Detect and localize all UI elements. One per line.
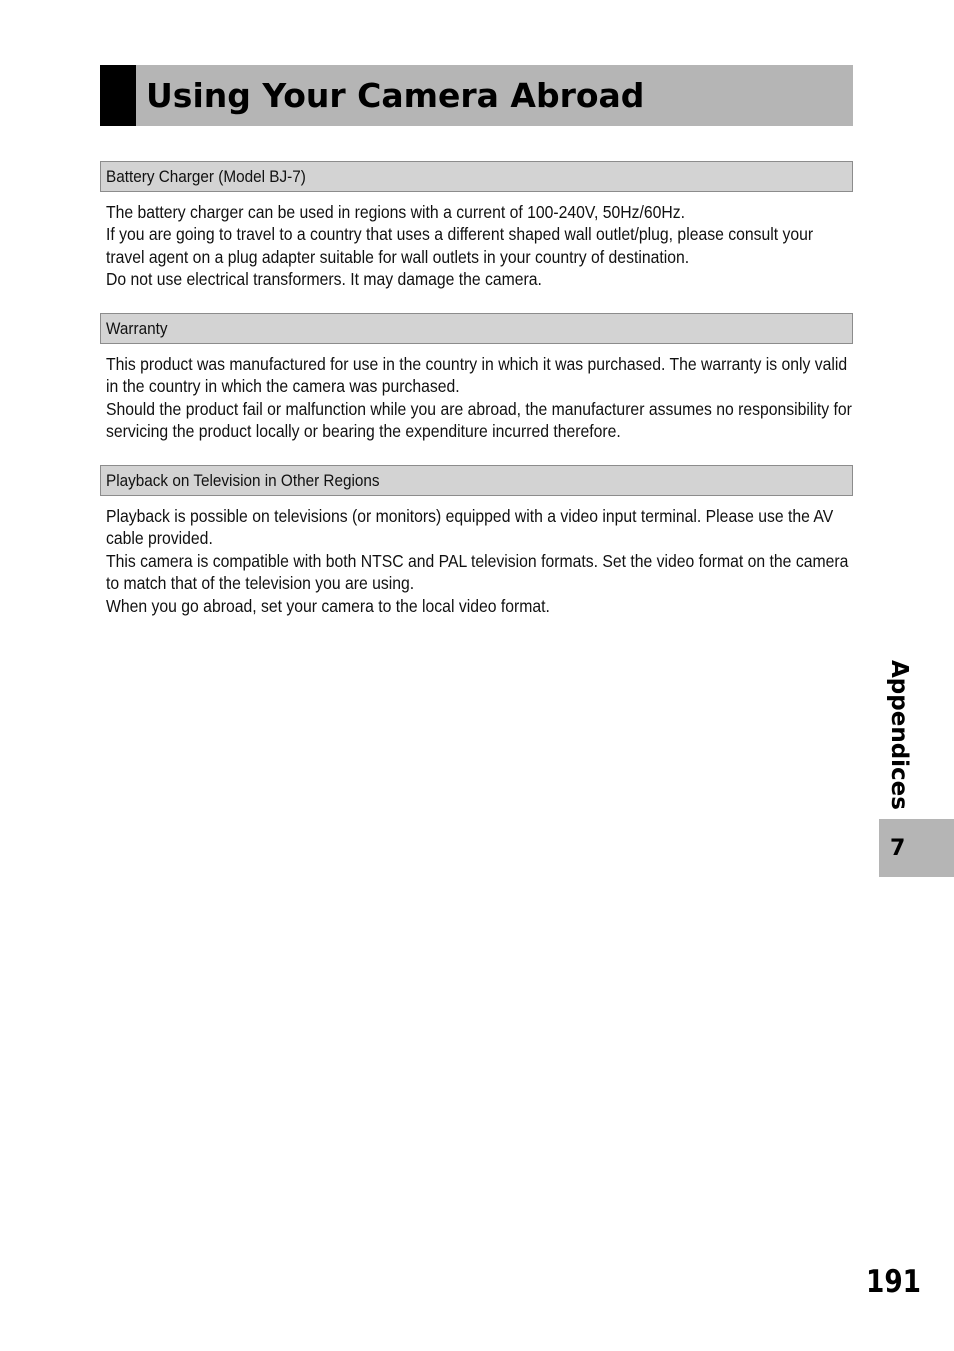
chapter-tab (879, 819, 954, 877)
paragraph: The battery charger can be used in regions with a current of 100-240V, 50Hz/60Hz. (106, 202, 686, 222)
section-heading-text: Warranty (106, 318, 168, 338)
paragraph: This product was manufactured for use in the country in which it was purchased. The warranty is only valid in the country in which the camera was purchased. (106, 354, 848, 397)
side-label-appendices (878, 660, 918, 810)
section-heading-playback-tv (100, 465, 853, 496)
paragraph: If you are going to travel to a country that uses a different shaped wall outlet/plug, please consult your travel agent on a plug adapter suitable for wall outlets in your country of destination. (106, 224, 814, 267)
paragraph: When you go abroad, set your camera to the local video format. (106, 595, 550, 616)
chapter-number: 7 (890, 835, 906, 861)
page-number: 191 (866, 1264, 922, 1300)
section-body-battery-charger (106, 201, 866, 291)
page-title-bar (100, 65, 853, 126)
side-label-text: Appendices (886, 660, 912, 810)
section-heading-text: Battery Charger (Model BJ-7) (106, 166, 306, 186)
paragraph: Playback is possible on televisions (or monitors) equipped with a video input terminal. Please use the AV cable provided. (106, 506, 834, 549)
page-title: Using Your Camera Abroad (146, 76, 645, 115)
section-body-playback-tv (106, 505, 866, 617)
section-heading-text: Playback on Television in Other Regions (106, 470, 380, 490)
section-heading-warranty (100, 313, 853, 344)
section-body-warranty (106, 353, 866, 443)
paragraph: This camera is compatible with both NTSC and PAL television formats. Set the video format on the camera to match that of the television you are using. (106, 550, 849, 594)
paragraph: Do not use electrical transformers. It may damage the camera. (106, 269, 542, 290)
title-marker-block (100, 65, 136, 126)
section-heading-battery-charger (100, 161, 853, 192)
paragraph: Should the product fail or malfunction while you are abroad, the manufacturer assumes no responsibility for servicing the product locally or bearing the expenditure incurred therefore. (106, 398, 852, 442)
